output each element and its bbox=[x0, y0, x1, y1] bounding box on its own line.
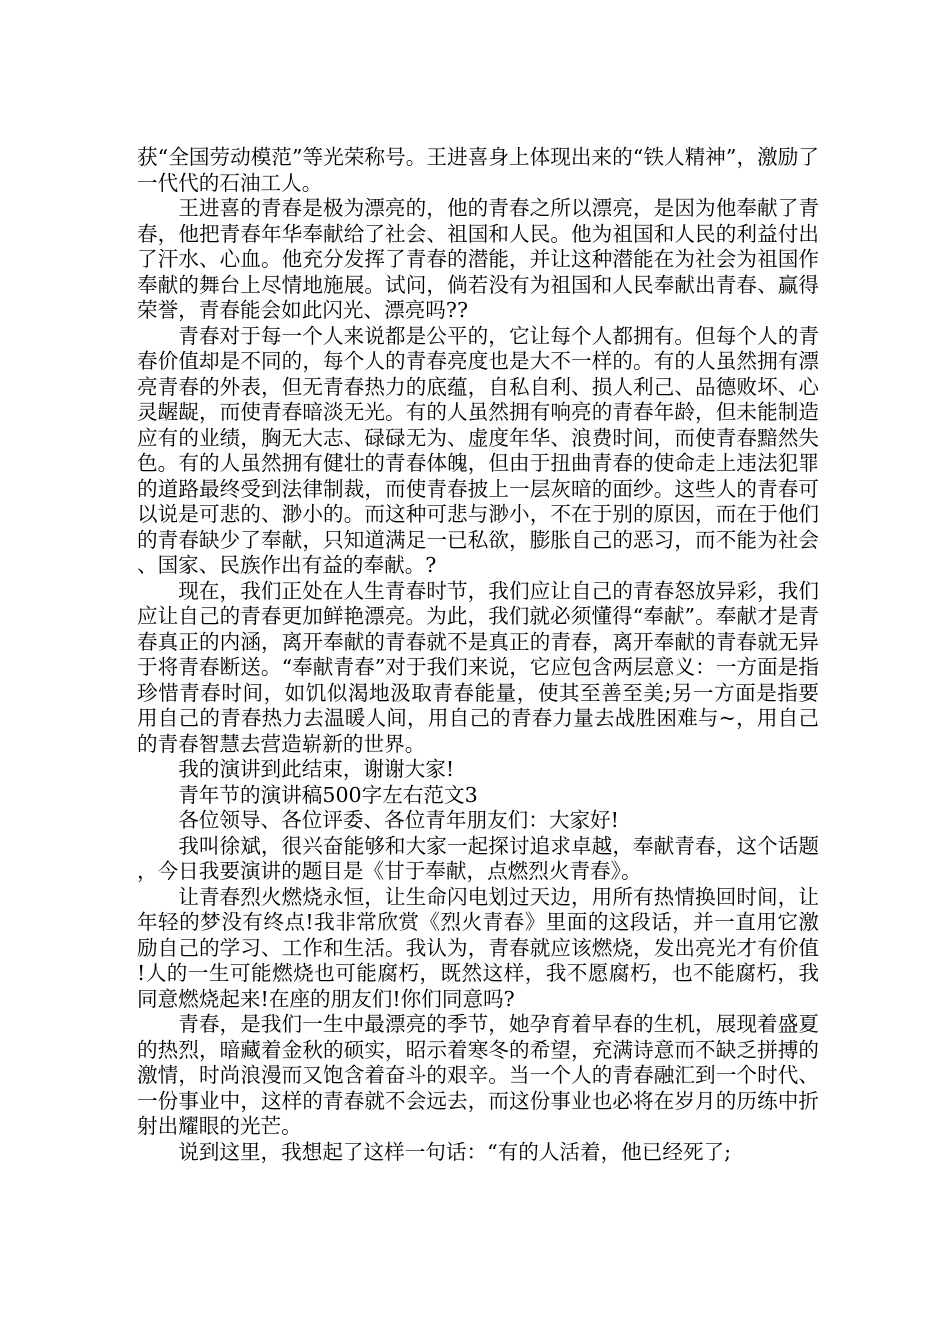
paragraph-1: 获“全国劳动模范”等光荣称号。王进喜身上体现出来的“铁人精神”，激励了一代代的石油工人。 bbox=[137, 145, 819, 195]
paragraph-2: 王进喜的青春是极为漂亮的，他的青春之所以漂亮，是因为他奉献了青春，他把青春年华奉献给了社会、祖国和人民。他为祖国和人民的利益付出了汗水、心血。他充分发挥了青春的潜能，并让这种潜能在为社会为祖国作奉献的舞台上尽情地施展。试问，倘若没有为祖国和人民奉献出青春、赢得荣誉，青春能会如此闪光、漂亮吗?? bbox=[137, 196, 819, 322]
paragraph-8: 我叫徐斌，很兴奋能够和大家一起探讨追求卓越，奉献青春，这个话题，今日我要演讲的题目是《甘于奉献，点燃烈火青春》。 bbox=[137, 833, 819, 883]
paragraph-10: 青春，是我们一生中最漂亮的季节，她孕育着早春的生机，展现着盛夏的热烈，暗藏着金秋的硕实，昭示着寒冬的希望，充满诗意而不缺乏拼搏的激情，时尚浪漫而又饱含着奋斗的艰辛。当一个人的青春融汇到一个时代、一份事业中，这样的青春就不会远去，而这份事业也必将在岁月的历练中折射出耀眼的光芒。 bbox=[137, 1012, 819, 1138]
paragraph-11: 说到这里，我想起了这样一句话：“有的人活着，他已经死了; bbox=[178, 1139, 732, 1164]
document-body bbox=[137, 145, 819, 1165]
section-heading: 青年节的演讲稿500字左右范文3 bbox=[178, 782, 478, 807]
greeting-line: 各位领导、各位评委、各位青年朋友们：大家好! bbox=[178, 808, 619, 832]
closing-line: 我的演讲到此结束，谢谢大家! bbox=[178, 757, 455, 781]
paragraph-9: 让青春烈火燃烧永恒，让生命闪电划过天边，用所有热情换回时间，让年轻的梦没有终点!我非常欣赏《烈火青春》里面的这段话，并一直用它激励自己的学习、工作和生活。我认为，青春就应该燃烧，发出亮光才有价值!人的一生可能燃烧也可能腐朽，既然这样，我不愿腐朽，也不能腐朽，我同意燃烧起来!在座的朋友们!你们同意吗? bbox=[137, 884, 819, 1011]
paragraph-3: 青春对于每一个人来说都是公平的，它让每个人都拥有。但每个人的青春价值却是不同的，每个人的青春亮度也是大不一样的。有的人虽然拥有漂亮青春的外表，但无青春热力的底蕴，自私自利、损人利己、品德败坏、心灵龌龊，而使青春暗淡无光。有的人虽然拥有响亮的青春年龄，但未能制造应有的业绩，胸无大志、碌碌无为、虚度年华、浪费时间，而使青春黯然失色。有的人虽然拥有健壮的青春体魄，但由于扭曲青春的使命走上违法犯罪的道路最终受到法律制裁，而使青春披上一层灰暗的面纱。这些人的青春可以说是可悲的、渺小的。而这种可悲与渺小，不在于别的原因，而在于他们的青春缺少了奉献，只知道满足一已私欲，膨胀自己的恶习，而不能为社会、国家、民族作出有益的奉献。? bbox=[137, 323, 819, 577]
paragraph-4: 现在，我们正处在人生青春时节，我们应让自己的青春怒放异彩，我们应让自己的青春更加鲜艳漂亮。为此，我们就必须懂得“奉献”。奉献才是青春真正的内涵，离开奉献的青春就不是真正的青春，离开奉献的青春就无异于将青春断送。“奉献青春”对于我们来说，它应包含两层意义：一方面是指珍惜青春时间，如饥似渴地汲取青春能量，使其至善至美;另一方面是指要用自己的青春热力去温暖人间，用自己的青春力量去战胜困难与~，用自己的青春智慧去营造崭新的世界。 bbox=[137, 578, 819, 756]
